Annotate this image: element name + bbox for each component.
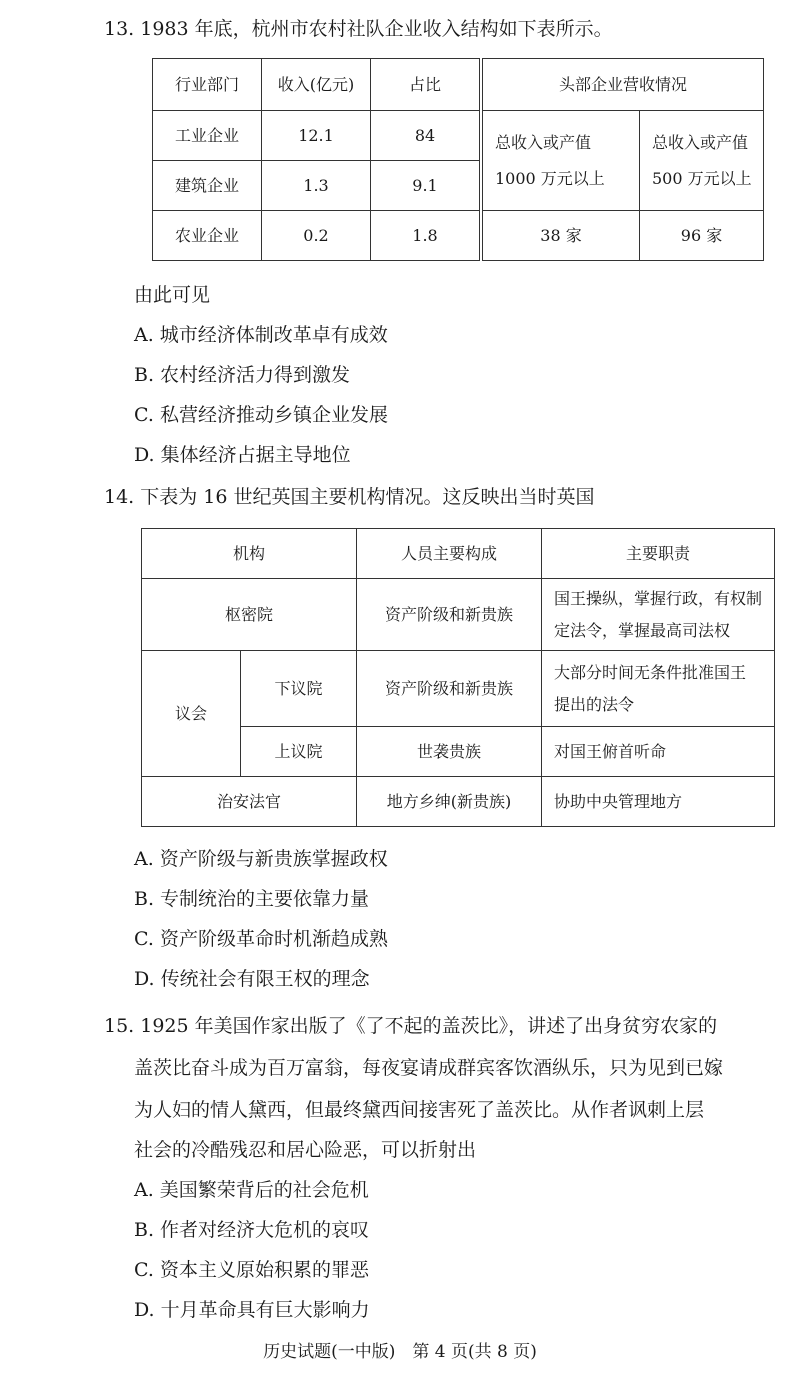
q14-justice-duty: 协助中央管理地方 — [541, 777, 774, 827]
q14-commons-members: 资产阶级和新贵族 — [356, 651, 541, 727]
q14-option-a[interactable]: A. 资产阶级与新贵族掌握政权 — [134, 848, 388, 870]
q15-stem-line: 社会的冷酷残忍和居心险恶，可以折射出 — [134, 1139, 477, 1161]
q15-stem-line: 盖茨比奋斗成为百万富翁，每夜宴请成群宾客饮酒纵乐，只为见到已嫁 — [134, 1057, 724, 1079]
q13-cell-income: 1.3 — [262, 161, 371, 211]
q14-commons-duty — [541, 651, 774, 727]
q14-parliament: 议会 — [142, 651, 241, 777]
q14-commons: 下议院 — [241, 651, 357, 727]
q14-privy-members: 资产阶级和新贵族 — [356, 579, 541, 651]
q14-commons-duty-line2: 提出的法令 — [553, 694, 634, 714]
q13-header-top-firms: 头部企业营收情况 — [481, 59, 764, 111]
q13-option-c[interactable]: C. 私营经济推动乡镇企业发展 — [134, 404, 388, 426]
q14-header-body: 机构 — [142, 529, 357, 579]
q15-stem-line: 为人妇的情人黛西，但最终黛西间接害死了盖茨比。从作者讽刺上层 — [134, 1099, 705, 1121]
q13-cell-sector: 工业企业 — [153, 111, 262, 161]
q14-lords: 上议院 — [241, 727, 357, 777]
q13-cell-sector: 农业企业 — [153, 211, 262, 261]
q14-table — [141, 528, 775, 827]
q14-option-c[interactable]: C. 资产阶级革命时机渐趋成熟 — [134, 928, 388, 950]
q13-sub-a-line2: 1000 万元以上 — [495, 168, 605, 188]
q15-option-a[interactable]: A. 美国繁荣背后的社会危机 — [134, 1179, 369, 1201]
q13-stem: 13. 1983 年底，杭州市农村社队企业收入结构如下表所示。 — [104, 18, 613, 40]
q15-option-d[interactable]: D. 十月革命具有巨大影响力 — [134, 1299, 370, 1321]
q13-count-b: 96 家 — [640, 211, 764, 261]
q14-header-members: 人员主要构成 — [356, 529, 541, 579]
q13-sub-a — [481, 111, 640, 211]
q14-privy-duty-line1: 国王操纵，掌握行政，有权制 — [553, 588, 762, 608]
q13-cell-sector: 建筑企业 — [153, 161, 262, 211]
q13-option-a[interactable]: A. 城市经济体制改革卓有成效 — [134, 324, 388, 346]
q14-option-d[interactable]: D. 传统社会有限王权的理念 — [134, 968, 370, 990]
page-footer: 历史试题(一中版) 第 4 页(共 8 页) — [263, 1342, 537, 1362]
q14-commons-duty-line1: 大部分时间无条件批准国王 — [553, 662, 746, 682]
q13-header-income: 收入(亿元) — [262, 59, 371, 111]
q13-cell-share: 84 — [371, 111, 482, 161]
q14-justice-members: 地方乡绅(新贵族) — [356, 777, 541, 827]
q13-cell-share: 9.1 — [371, 161, 482, 211]
q13-table — [152, 58, 764, 261]
q14-privy-duty-line2: 定法令，掌握最高司法权 — [553, 620, 730, 640]
q13-cell-income: 12.1 — [262, 111, 371, 161]
q13-header-share: 占比 — [371, 59, 482, 111]
q13-count-a: 38 家 — [481, 211, 640, 261]
q13-sub-a-line1: 总收入或产值 — [495, 132, 592, 152]
q13-lead: 由此可见 — [134, 284, 211, 306]
q13-cell-income: 0.2 — [262, 211, 371, 261]
q15-option-c[interactable]: C. 资本主义原始积累的罪恶 — [134, 1259, 369, 1281]
q14-stem: 14. 下表为 16 世纪英国主要机构情况。这反映出当时英国 — [104, 486, 595, 508]
q13-option-b[interactable]: B. 农村经济活力得到激发 — [134, 364, 351, 386]
q13-cell-share: 1.8 — [371, 211, 482, 261]
q13-sub-b-line2: 500 万元以上 — [652, 168, 752, 188]
q14-option-b[interactable]: B. 专制统治的主要依靠力量 — [134, 888, 370, 910]
q14-privy-council: 枢密院 — [142, 579, 357, 651]
q14-justice: 治安法官 — [142, 777, 357, 827]
q15-stem-line: 15. 1925 年美国作家出版了《了不起的盖茨比》，讲述了出身贫穷农家的 — [104, 1015, 718, 1037]
q14-header-duty: 主要职责 — [541, 529, 774, 579]
q13-option-d[interactable]: D. 集体经济占据主导地位 — [134, 444, 351, 466]
q14-lords-duty: 对国王俯首听命 — [541, 727, 774, 777]
q13-sub-b-line1: 总收入或产值 — [652, 132, 749, 152]
q14-privy-duty — [541, 579, 774, 651]
q15-option-b[interactable]: B. 作者对经济大危机的哀叹 — [134, 1219, 370, 1241]
q13-sub-b — [640, 111, 764, 211]
q14-lords-members: 世袭贵族 — [356, 727, 541, 777]
q13-header-sector: 行业部门 — [153, 59, 262, 111]
